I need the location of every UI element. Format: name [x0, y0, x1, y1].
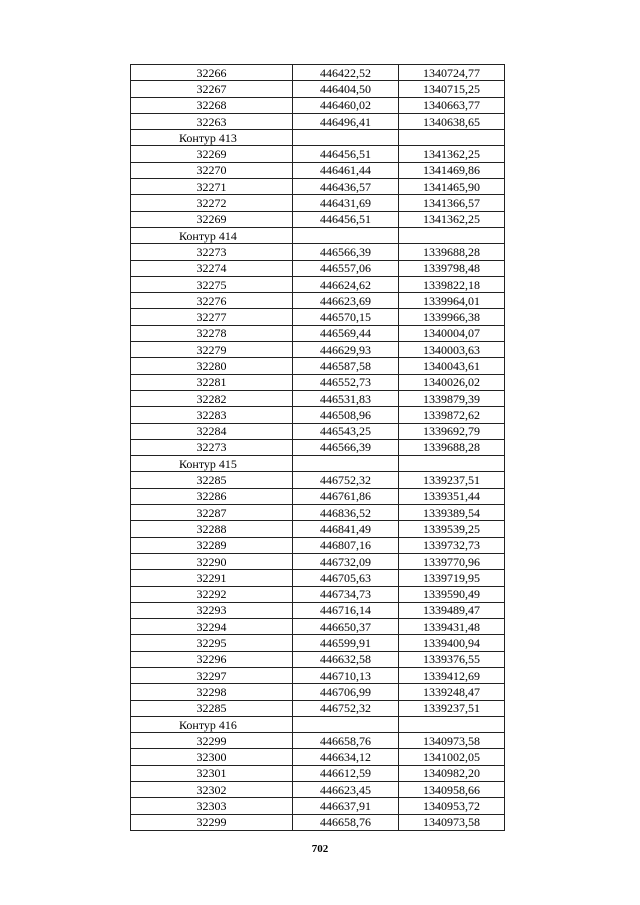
- y-coordinate-cell: [399, 130, 505, 146]
- y-coordinate-cell: [399, 456, 505, 472]
- y-coordinate-cell: 1339872,62: [399, 407, 505, 423]
- point-id-cell: 32302: [131, 782, 293, 798]
- table-row: [131, 667, 505, 683]
- table-row: [131, 798, 505, 814]
- point-id-cell: 32288: [131, 521, 293, 537]
- x-coordinate-cell: 446456,51: [293, 211, 399, 227]
- y-coordinate-cell: 1340973,58: [399, 814, 505, 830]
- x-coordinate-cell: 446431,69: [293, 195, 399, 211]
- point-id-cell: 32292: [131, 586, 293, 602]
- point-id-cell: 32293: [131, 602, 293, 618]
- x-coordinate-cell: [293, 227, 399, 243]
- y-coordinate-cell: 1339248,47: [399, 684, 505, 700]
- table-row: [131, 97, 505, 113]
- point-id-cell: 32298: [131, 684, 293, 700]
- point-id-cell: 32272: [131, 195, 293, 211]
- x-coordinate-cell: 446460,02: [293, 97, 399, 113]
- table-row: [131, 765, 505, 781]
- x-coordinate-cell: 446705,63: [293, 570, 399, 586]
- y-coordinate-cell: 1340953,72: [399, 798, 505, 814]
- table-row: [131, 260, 505, 276]
- y-coordinate-cell: 1339489,47: [399, 602, 505, 618]
- x-coordinate-cell: 446836,52: [293, 505, 399, 521]
- table-row: [131, 374, 505, 390]
- x-coordinate-cell: [293, 716, 399, 732]
- point-id-cell: 32276: [131, 293, 293, 309]
- table-row: [131, 439, 505, 455]
- y-coordinate-cell: 1339376,55: [399, 651, 505, 667]
- point-id-cell: 32268: [131, 97, 293, 113]
- point-id-cell: 32281: [131, 374, 293, 390]
- table-row: [131, 423, 505, 439]
- x-coordinate-cell: 446566,39: [293, 439, 399, 455]
- table-row: [131, 749, 505, 765]
- point-id-cell: 32273: [131, 244, 293, 260]
- point-id-cell: 32295: [131, 635, 293, 651]
- x-coordinate-cell: 446566,39: [293, 244, 399, 260]
- contour-header-row: [131, 716, 505, 732]
- x-coordinate-cell: 446732,09: [293, 553, 399, 569]
- x-coordinate-cell: 446461,44: [293, 162, 399, 178]
- x-coordinate-cell: 446710,13: [293, 667, 399, 683]
- y-coordinate-cell: 1339719,95: [399, 570, 505, 586]
- contour-header-row: [131, 456, 505, 472]
- table-row: [131, 505, 505, 521]
- x-coordinate-cell: 446436,57: [293, 179, 399, 195]
- table-row: [131, 733, 505, 749]
- table-row: [131, 521, 505, 537]
- table-row: [131, 684, 505, 700]
- table-row: [131, 195, 505, 211]
- x-coordinate-cell: 446612,59: [293, 765, 399, 781]
- table-row: [131, 65, 505, 81]
- point-id-cell: 32270: [131, 162, 293, 178]
- table-row: [131, 472, 505, 488]
- point-id-cell: 32274: [131, 260, 293, 276]
- point-id-cell: 32300: [131, 749, 293, 765]
- point-id-cell: 32279: [131, 342, 293, 358]
- y-coordinate-cell: 1341366,57: [399, 195, 505, 211]
- table-row: [131, 488, 505, 504]
- point-id-cell: 32285: [131, 472, 293, 488]
- y-coordinate-cell: 1340043,61: [399, 358, 505, 374]
- y-coordinate-cell: 1340004,07: [399, 325, 505, 341]
- y-coordinate-cell: 1339798,48: [399, 260, 505, 276]
- x-coordinate-cell: 446706,99: [293, 684, 399, 700]
- y-coordinate-cell: 1339539,25: [399, 521, 505, 537]
- y-coordinate-cell: 1341362,25: [399, 211, 505, 227]
- x-coordinate-cell: 446841,49: [293, 521, 399, 537]
- y-coordinate-cell: 1341002,05: [399, 749, 505, 765]
- x-coordinate-cell: 446557,06: [293, 260, 399, 276]
- point-id-cell: 32275: [131, 276, 293, 292]
- y-coordinate-cell: 1339590,49: [399, 586, 505, 602]
- table-row: [131, 553, 505, 569]
- x-coordinate-cell: 446422,52: [293, 65, 399, 81]
- x-coordinate-cell: 446629,93: [293, 342, 399, 358]
- contour-header-row: [131, 227, 505, 243]
- x-coordinate-cell: 446508,96: [293, 407, 399, 423]
- x-coordinate-cell: [293, 130, 399, 146]
- y-coordinate-cell: 1339879,39: [399, 390, 505, 406]
- table-row: [131, 782, 505, 798]
- y-coordinate-cell: 1339770,96: [399, 553, 505, 569]
- y-coordinate-cell: 1339966,38: [399, 309, 505, 325]
- point-id-cell: 32303: [131, 798, 293, 814]
- y-coordinate-cell: 1339822,18: [399, 276, 505, 292]
- point-id-cell: 32283: [131, 407, 293, 423]
- contour-label-cell: Контур 413: [131, 130, 293, 146]
- point-id-cell: 32273: [131, 439, 293, 455]
- y-coordinate-cell: 1339732,73: [399, 537, 505, 553]
- table-row: [131, 325, 505, 341]
- x-coordinate-cell: 446658,76: [293, 733, 399, 749]
- point-id-cell: 32267: [131, 81, 293, 97]
- table-row: [131, 179, 505, 195]
- x-coordinate-cell: 446599,91: [293, 635, 399, 651]
- table-row: [131, 293, 505, 309]
- point-id-cell: 32269: [131, 146, 293, 162]
- x-coordinate-cell: 446552,73: [293, 374, 399, 390]
- x-coordinate-cell: 446716,14: [293, 602, 399, 618]
- y-coordinate-cell: 1341362,25: [399, 146, 505, 162]
- table-row: [131, 113, 505, 129]
- point-id-cell: 32263: [131, 113, 293, 129]
- x-coordinate-cell: 446623,45: [293, 782, 399, 798]
- x-coordinate-cell: 446570,15: [293, 309, 399, 325]
- table-row: [131, 211, 505, 227]
- point-id-cell: 32294: [131, 619, 293, 635]
- y-coordinate-cell: 1340958,66: [399, 782, 505, 798]
- table-row: [131, 162, 505, 178]
- y-coordinate-cell: 1340982,20: [399, 765, 505, 781]
- x-coordinate-cell: [293, 456, 399, 472]
- y-coordinate-cell: 1339688,28: [399, 439, 505, 455]
- table-row: [131, 602, 505, 618]
- x-coordinate-cell: 446658,76: [293, 814, 399, 830]
- table-row: [131, 407, 505, 423]
- coordinates-table: [130, 64, 505, 831]
- y-coordinate-cell: 1339964,01: [399, 293, 505, 309]
- table-row: [131, 342, 505, 358]
- contour-label-cell: Контур 414: [131, 227, 293, 243]
- x-coordinate-cell: 446587,58: [293, 358, 399, 374]
- table-row: [131, 537, 505, 553]
- contour-header-row: [131, 130, 505, 146]
- x-coordinate-cell: 446650,37: [293, 619, 399, 635]
- table-row: [131, 700, 505, 716]
- y-coordinate-cell: 1339400,94: [399, 635, 505, 651]
- x-coordinate-cell: 446531,83: [293, 390, 399, 406]
- point-id-cell: 32286: [131, 488, 293, 504]
- x-coordinate-cell: 446632,58: [293, 651, 399, 667]
- x-coordinate-cell: 446752,32: [293, 700, 399, 716]
- coordinates-table-body: [131, 65, 505, 831]
- point-id-cell: 32297: [131, 667, 293, 683]
- point-id-cell: 32282: [131, 390, 293, 406]
- point-id-cell: 32280: [131, 358, 293, 374]
- point-id-cell: 32299: [131, 814, 293, 830]
- x-coordinate-cell: 446752,32: [293, 472, 399, 488]
- y-coordinate-cell: 1339237,51: [399, 700, 505, 716]
- x-coordinate-cell: 446761,86: [293, 488, 399, 504]
- point-id-cell: 32269: [131, 211, 293, 227]
- x-coordinate-cell: 446634,12: [293, 749, 399, 765]
- table-row: [131, 358, 505, 374]
- table-row: [131, 309, 505, 325]
- point-id-cell: 32296: [131, 651, 293, 667]
- table-row: [131, 244, 505, 260]
- y-coordinate-cell: [399, 716, 505, 732]
- x-coordinate-cell: 446404,50: [293, 81, 399, 97]
- y-coordinate-cell: 1340715,25: [399, 81, 505, 97]
- x-coordinate-cell: 446637,91: [293, 798, 399, 814]
- table-row: [131, 570, 505, 586]
- y-coordinate-cell: 1341469,86: [399, 162, 505, 178]
- point-id-cell: 32285: [131, 700, 293, 716]
- y-coordinate-cell: 1340026,02: [399, 374, 505, 390]
- x-coordinate-cell: 446496,41: [293, 113, 399, 129]
- x-coordinate-cell: 446734,73: [293, 586, 399, 602]
- point-id-cell: 32301: [131, 765, 293, 781]
- y-coordinate-cell: 1339692,79: [399, 423, 505, 439]
- point-id-cell: 32284: [131, 423, 293, 439]
- y-coordinate-cell: 1339389,54: [399, 505, 505, 521]
- table-row: [131, 619, 505, 635]
- contour-label-cell: Контур 415: [131, 456, 293, 472]
- y-coordinate-cell: 1339688,28: [399, 244, 505, 260]
- y-coordinate-cell: 1339431,48: [399, 619, 505, 635]
- y-coordinate-cell: 1339351,44: [399, 488, 505, 504]
- x-coordinate-cell: 446624,62: [293, 276, 399, 292]
- table-row: [131, 146, 505, 162]
- table-row: [131, 635, 505, 651]
- contour-label-cell: Контур 416: [131, 716, 293, 732]
- y-coordinate-cell: 1339237,51: [399, 472, 505, 488]
- y-coordinate-cell: [399, 227, 505, 243]
- y-coordinate-cell: 1340663,77: [399, 97, 505, 113]
- y-coordinate-cell: 1340973,58: [399, 733, 505, 749]
- point-id-cell: 32289: [131, 537, 293, 553]
- y-coordinate-cell: 1341465,90: [399, 179, 505, 195]
- table-row: [131, 814, 505, 830]
- x-coordinate-cell: 446543,25: [293, 423, 399, 439]
- x-coordinate-cell: 446569,44: [293, 325, 399, 341]
- y-coordinate-cell: 1339412,69: [399, 667, 505, 683]
- point-id-cell: 32290: [131, 553, 293, 569]
- table-row: [131, 651, 505, 667]
- point-id-cell: 32278: [131, 325, 293, 341]
- x-coordinate-cell: 446456,51: [293, 146, 399, 162]
- table-row: [131, 390, 505, 406]
- x-coordinate-cell: 446807,16: [293, 537, 399, 553]
- point-id-cell: 32287: [131, 505, 293, 521]
- y-coordinate-cell: 1340724,77: [399, 65, 505, 81]
- table-row: [131, 586, 505, 602]
- table-row: [131, 81, 505, 97]
- point-id-cell: 32266: [131, 65, 293, 81]
- point-id-cell: 32271: [131, 179, 293, 195]
- page-number: 702: [311, 843, 329, 855]
- point-id-cell: 32299: [131, 733, 293, 749]
- y-coordinate-cell: 1340003,63: [399, 342, 505, 358]
- point-id-cell: 32277: [131, 309, 293, 325]
- x-coordinate-cell: 446623,69: [293, 293, 399, 309]
- y-coordinate-cell: 1340638,65: [399, 113, 505, 129]
- table-row: [131, 276, 505, 292]
- point-id-cell: 32291: [131, 570, 293, 586]
